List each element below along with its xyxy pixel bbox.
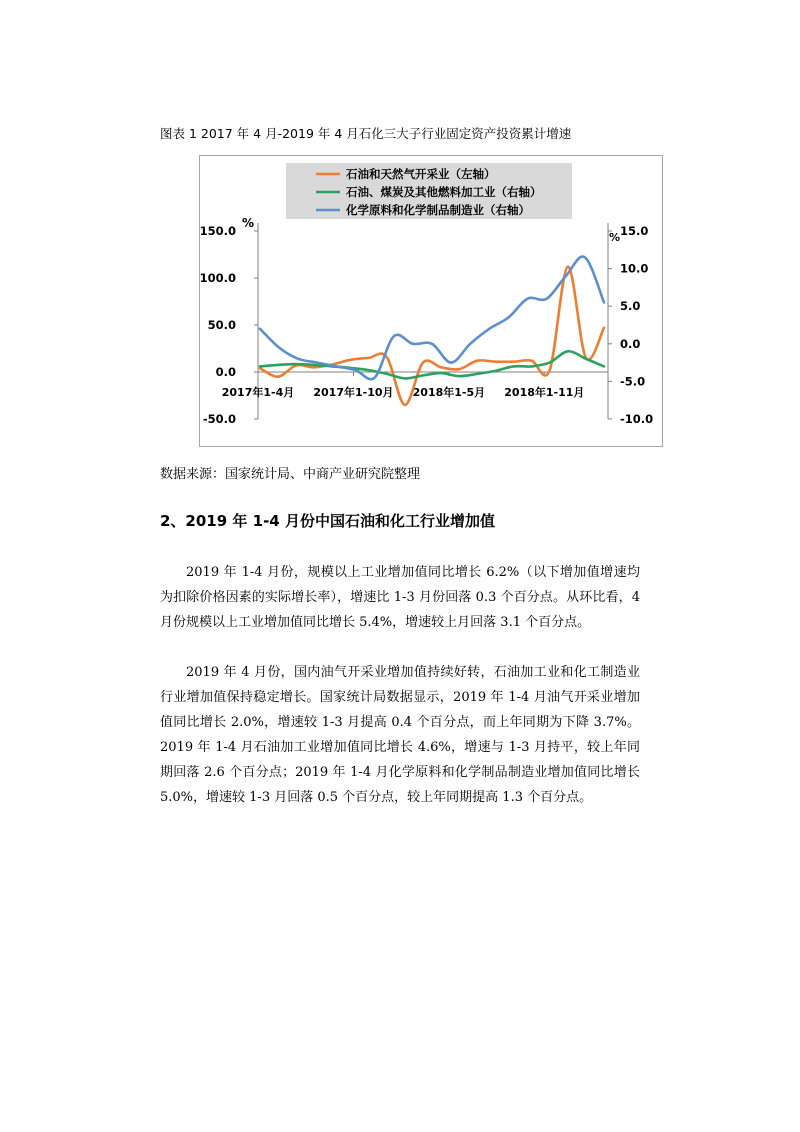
right-tick-label: 5.0 [620,299,641,314]
right-axis-unit: % [609,231,621,244]
left-tick-label: 50.0 [207,318,236,332]
legend-label-2: 石油、煤炭及其他燃料加工业（右轴） [346,185,542,199]
series-line-1 [260,267,604,405]
legend-label-3: 化学原料和化学制品制造业（右轴） [346,203,530,217]
right-tick-label: 10.0 [620,261,649,276]
right-tick-label: 0.0 [620,336,641,351]
x-tick-label: 2017年1-10月 [313,386,394,399]
right-tick-label: -5.0 [620,374,646,389]
chart-frame [199,155,663,447]
paragraph-2: 2019 年 4 月份，国内油气开采业增加值持续好转，石油加工业和化工制造业行业增加值保持稳定增长。国家统计局数据显示，2019 年 1-4 月油气开采业增加值同比增长 2.0%，增速较 1-3 月提高 0.4 个百分点，而上年同期为下降 3.7%。2019 年 1-4 月石油加工业增加值同比增长 4.6%，增速与 1-3 月持平，较上年同期回落 2.6 个百分点；2019 年 1-4 月化学原料和化学制品制造业增加值同比增长 5.0%，增速较 1-3 月回落 0.5 个百分点，较上年同期提高 1.3 个百分点。 [160,665,640,805]
right-tick-label: -10.0 [620,412,654,426]
left-tick-label: 0.0 [215,365,236,379]
left-tick-label: -50.0 [202,412,236,426]
section-title: 2、2019 年 1-4 月份中国石油和化工行业增加值 [160,512,495,530]
left-tick-label: 150.0 [200,224,236,238]
left-tick-label: 100.0 [200,271,236,285]
figure-caption: 图表 1 2017 年 4 月-2019 年 4 月石化三大子行业固定资产投资累计增速 [160,126,572,141]
x-tick-label: 2017年1-4月 [221,386,295,399]
right-tick-label: 15.0 [620,224,649,238]
legend-label-1: 石油和天然气开采业（左轴） [346,167,496,181]
line-chart [200,156,662,446]
left-axis-unit: % [242,216,255,230]
source-note: 数据来源：国家统计局、中商产业研究院整理 [160,467,421,482]
x-tick-label: 2018年1-5月 [412,386,486,399]
x-tick-label: 2018年1-11月 [504,386,585,399]
paragraph-1: 2019 年 1-4 月份，规模以上工业增加值同比增长 6.2%（以下增加值增速均为扣除价格因素的实际增长率），增速比 1-3 月份回落 0.3 个百分点。从环比看，4 月份规模以上工业增加值同比增长 5.4%，增速较上月回落 3.1 个百分点。 [160,565,640,630]
